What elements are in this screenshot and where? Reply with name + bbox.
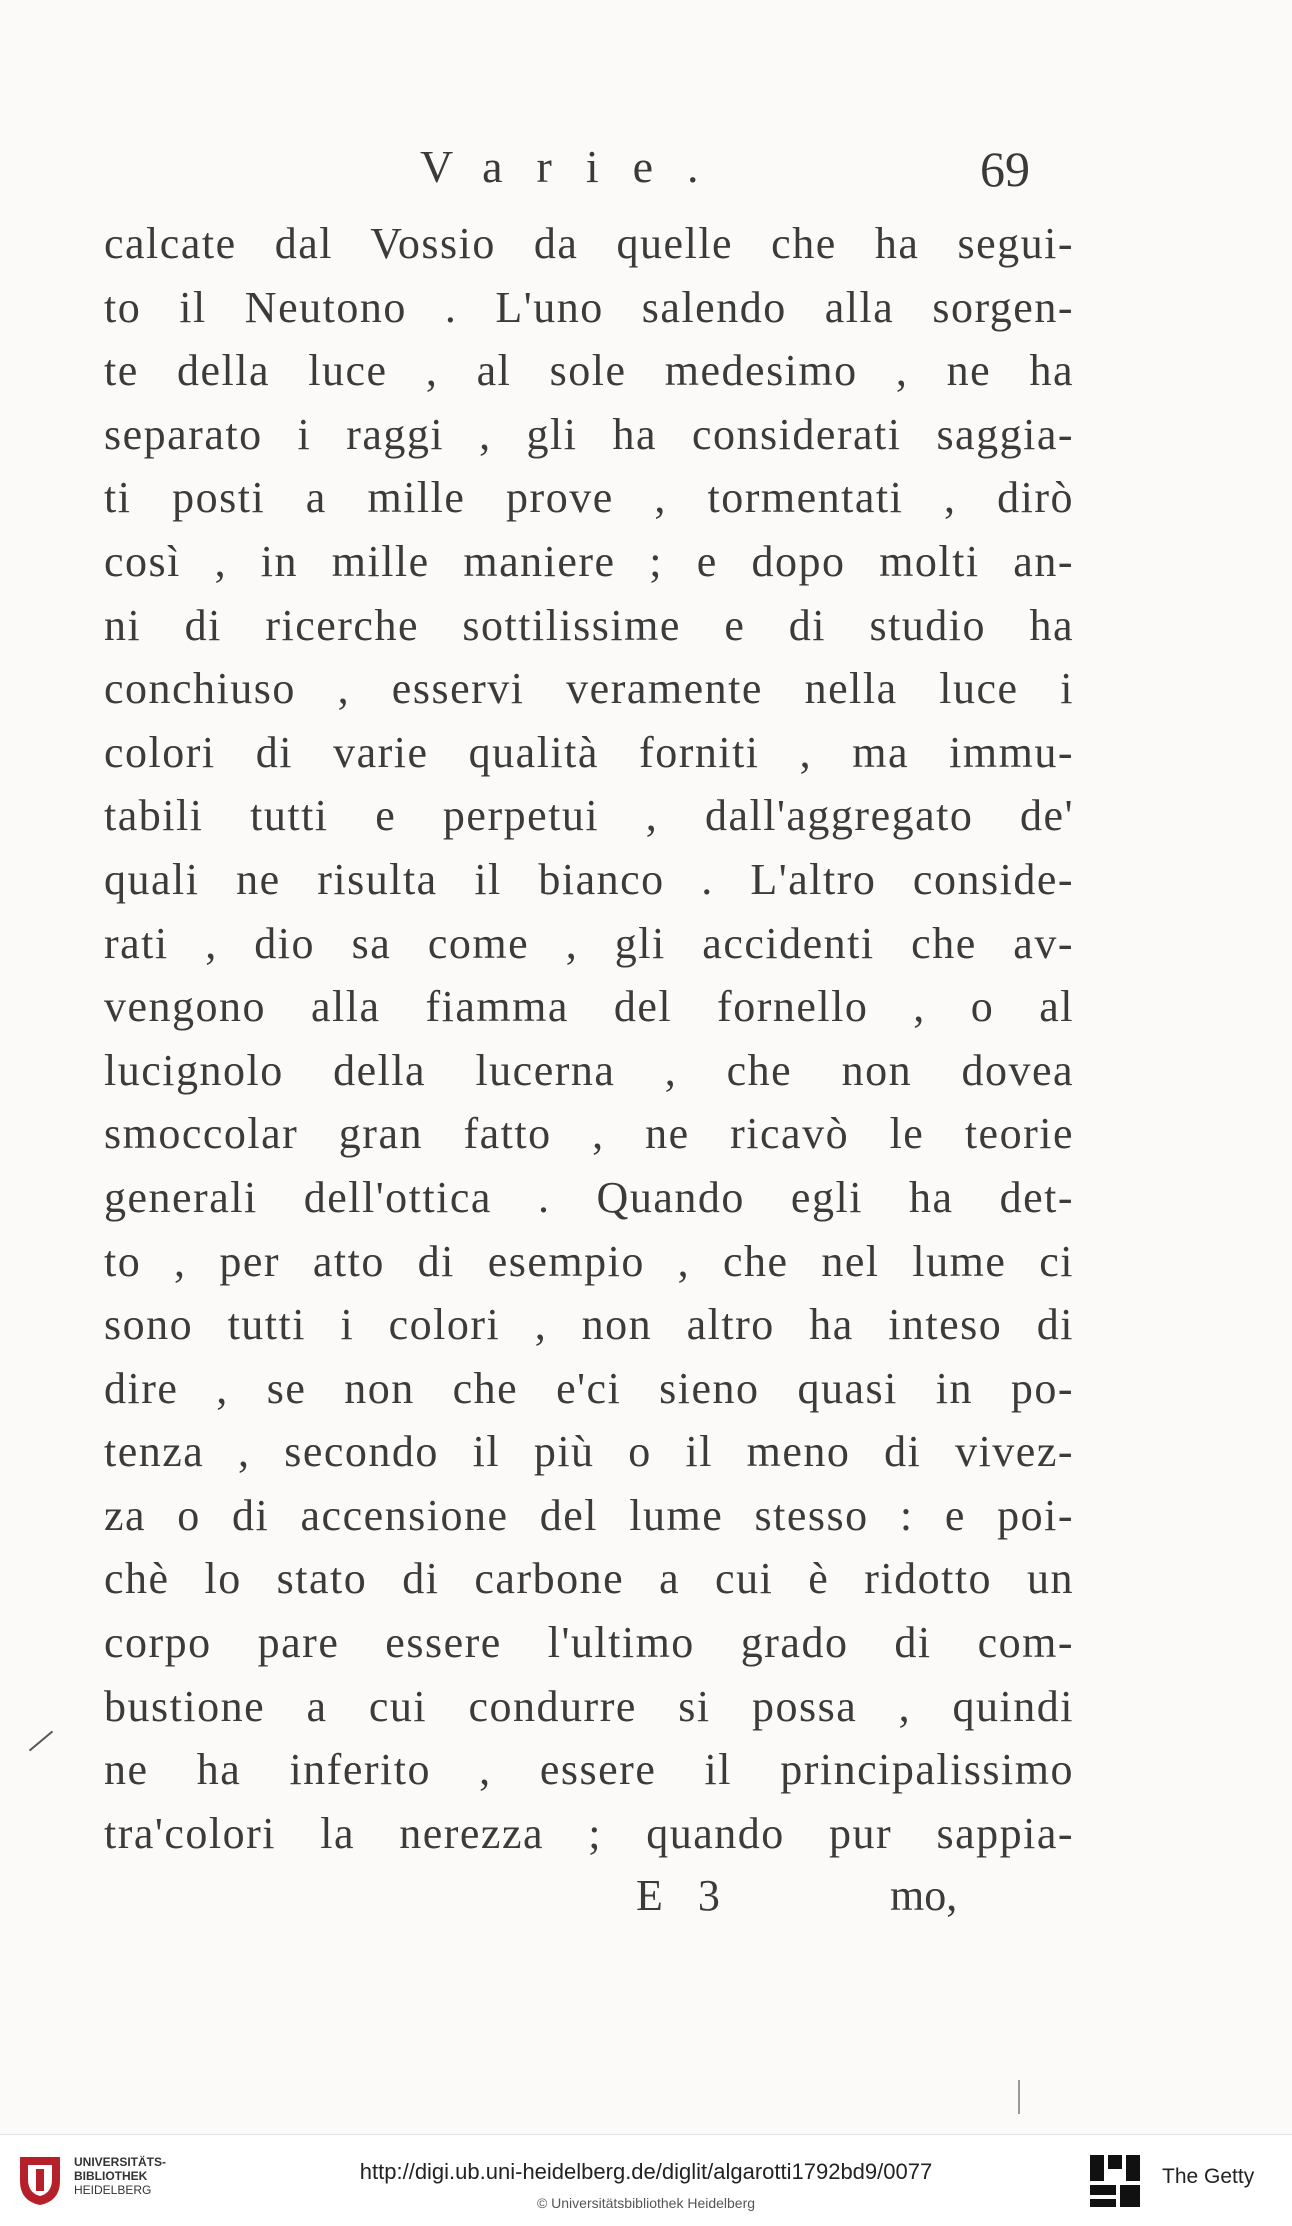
page-number: 69 — [980, 141, 1030, 197]
permalink-url[interactable]: http://digi.ub.uni-heidelberg.de/diglit/algarotti1792bd9/0077 — [359, 2159, 933, 2184]
body-text — [104, 212, 1074, 1865]
text-line: conchiuso , esservi veramente nella luce i — [104, 664, 1074, 714]
text-line: rati , dio sa come , gli accidenti che av- — [104, 918, 1074, 968]
text-line: tabili tutti e perpetui , dall'aggregato de' — [104, 791, 1074, 841]
text-line: te della luce , al sole medesimo , ne ha — [104, 346, 1074, 396]
page-footer — [0, 1870, 1292, 1930]
text-line: corpo pare essere l'ultimo grado di com- — [104, 1618, 1074, 1668]
partner-name: The Getty — [1162, 2165, 1255, 2188]
text-line: ne ha inferito , essere il principalissimo — [104, 1745, 1074, 1795]
library-name-line: BIBLIOTHEK — [74, 2169, 148, 2183]
text-line: tenza , secondo il più o il meno di vivez- — [104, 1427, 1074, 1477]
text-line: ni di ricerche sottilissime e di studio ha — [104, 600, 1074, 650]
getty-logo-icon — [1086, 2151, 1144, 2211]
text-line: tra'colori la nerezza ; quando pur sappia- — [104, 1808, 1074, 1858]
catchword: mo, — [890, 1871, 958, 1920]
page-header — [0, 140, 1292, 200]
text-line: ti posti a mille prove , tormentati , dirò — [104, 473, 1074, 523]
margin-mark — [29, 1731, 53, 1752]
text-line: to , per atto di esempio , che nel lume ci — [104, 1236, 1074, 1286]
text-line: smoccolar gran fatto , ne ricavò le teorie — [104, 1109, 1074, 1159]
text-line: così , in mille maniere ; e dopo molti an- — [104, 536, 1074, 586]
text-line: chè lo stato di carbone a cui è ridotto un — [104, 1554, 1074, 1604]
foot-tick-mark — [1018, 2080, 1020, 2114]
text-line: sono tutti i colori , non altro ha inteso di — [104, 1300, 1074, 1350]
text-line: za o di accensione del lume stesso : e poi- — [104, 1490, 1074, 1540]
text-line: calcate dal Vossio da quelle che ha segui- — [104, 219, 1074, 268]
library-name-line: HEIDELBERG — [74, 2183, 152, 2197]
text-line: dire , se non che e'ci sieno quasi in po- — [104, 1363, 1074, 1413]
text-line: bustione a cui condurre si possa , quindi — [104, 1681, 1074, 1731]
viewer-footer-bar — [0, 2134, 1292, 2226]
library-name-line: UNIVERSITÄTS- — [74, 2155, 167, 2169]
copyright-notice: © Universitätsbibliothek Heidelberg — [536, 2195, 756, 2211]
running-head: Varie. — [420, 141, 733, 192]
signature-mark: E 3 — [636, 1871, 732, 1920]
text-line: separato i raggi , gli ha considerati saggia- — [104, 409, 1074, 459]
text-line: vengono alla fiamma del fornello , o al — [104, 982, 1074, 1032]
text-line: to il Neutono . L'uno salendo alla sorgen- — [104, 282, 1074, 332]
text-line: lucignolo della lucerna , che non dovea — [104, 1045, 1074, 1095]
text-line: generali dell'ottica . Quando egli ha det- — [104, 1172, 1074, 1222]
text-line: quali ne risulta il bianco . L'altro conside- — [104, 854, 1074, 904]
text-line: colori di varie qualità forniti , ma immu- — [104, 727, 1074, 777]
